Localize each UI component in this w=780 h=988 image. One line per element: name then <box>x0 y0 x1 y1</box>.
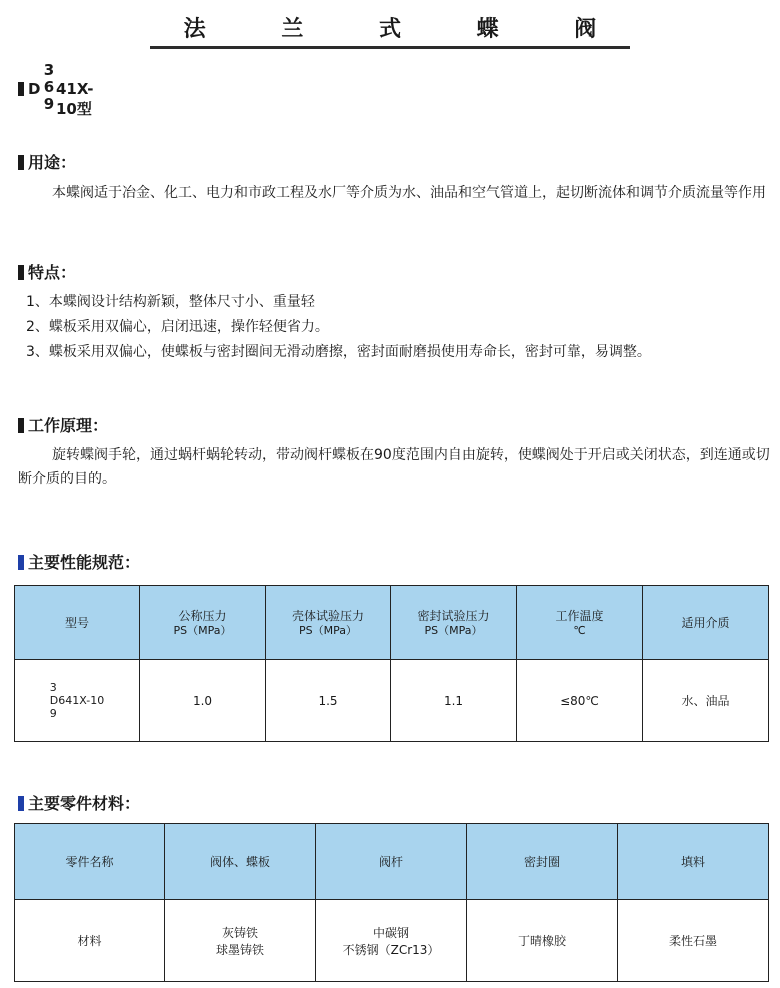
body-material-cell <box>165 900 316 982</box>
bullet-marker <box>18 796 24 811</box>
header-cell: 密封圈 <box>467 824 618 900</box>
bullet-marker <box>18 418 24 433</box>
material-line: 不锈钢（ZCr13） <box>342 942 440 957</box>
header-cell: 密封试验压力 PS（MPa） <box>391 586 517 660</box>
shell-test-pressure-cell: 1.5 <box>266 660 391 742</box>
materials-heading: 主要零件材料： <box>18 794 140 814</box>
bullet-marker <box>18 265 24 280</box>
list-item: 3、蝶板采用双偏心，使蝶板与密封圈间无滑动磨擦，密封面耐磨损使用寿命长，密封可靠，易调整。 <box>26 344 651 360</box>
material-line: 中碳钢 <box>372 925 409 940</box>
model-bottom-digit: 9 <box>43 95 55 113</box>
table-header-row <box>15 586 769 660</box>
material-line: 灰铸铁 <box>221 925 258 940</box>
header-cell: 阀体、蝶板 <box>165 824 316 900</box>
model-mid: D641X-10 <box>49 694 105 707</box>
temperature-cell: ≤80℃ <box>517 660 643 742</box>
model-top-digit: 3 <box>43 61 55 79</box>
header-cell: 工作温度 ℃ <box>517 586 643 660</box>
header-cell: 型号 <box>15 586 140 660</box>
performance-heading: 主要性能规范： <box>18 553 140 573</box>
table-header-row <box>15 824 769 900</box>
bullet-marker <box>18 82 24 96</box>
header-cell: 公称压力 PS（MPa） <box>140 586 266 660</box>
performance-table <box>14 585 769 742</box>
header-cell: 零件名称 <box>15 824 165 900</box>
header-cell: 阀杆 <box>316 824 467 900</box>
principle-text: 旋转蝶阀手轮，通过蜗杆蜗轮转动，带动阀杆蝶板在90度范围内自由旋转，使蝶阀处于开启或关闭状态，到连通或切断介质的目的。 <box>18 447 770 487</box>
table-row <box>15 660 769 742</box>
model-mid-digit: 6 <box>43 78 55 96</box>
model-bottom: 9 <box>49 707 57 720</box>
header-cell: 适用介质 <box>643 586 769 660</box>
nominal-pressure-cell: 1.0 <box>140 660 266 742</box>
model-cell <box>15 660 140 742</box>
model-prefix: D <box>28 80 41 98</box>
list-item: 1、本蝶阀设计结构新颖，整体尺寸小、重量轻 <box>26 294 315 310</box>
header-cell: 填料 <box>618 824 769 900</box>
packing-material-cell: 柔性石墨 <box>618 900 769 982</box>
list-item: 2、蝶板采用双偏心，启闭迅速，操作轻便省力。 <box>26 319 329 335</box>
page-title: 法 兰 式 蝶 阀 <box>0 14 780 49</box>
medium-cell: 水、油品 <box>643 660 769 742</box>
row-label-cell: 材料 <box>15 900 165 982</box>
seal-material-cell: 丁晴橡胶 <box>467 900 618 982</box>
header-cell: 壳体试验压力 PS（MPa） <box>266 586 391 660</box>
material-line: 球墨铸铁 <box>215 942 264 957</box>
seal-test-pressure-cell: 1.1 <box>391 660 517 742</box>
usage-heading: 用途： <box>18 153 76 173</box>
table-row <box>15 900 769 982</box>
model-top: 3 <box>49 681 57 694</box>
model-suffix: 41X-10型 <box>56 80 94 118</box>
bullet-marker <box>18 555 24 570</box>
bullet-marker <box>18 155 24 170</box>
principle-heading: 工作原理： <box>18 416 108 436</box>
materials-table <box>14 823 769 982</box>
stem-material-cell <box>316 900 467 982</box>
features-heading: 特点： <box>18 263 76 283</box>
usage-text: 本蝶阀适于冶金、化工、电力和市政工程及水厂等介质为水、油品和空气管道上，起切断流体和调节介质流量等作用 <box>52 185 766 201</box>
features-list <box>26 290 770 365</box>
model-number-stack <box>42 62 56 113</box>
